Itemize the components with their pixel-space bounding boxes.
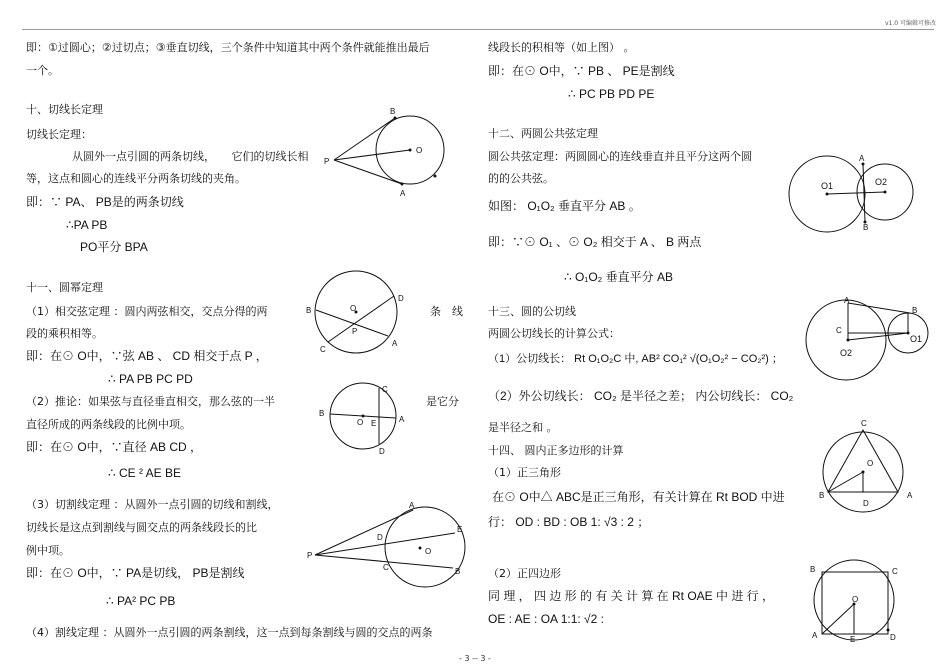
section-title-14: 十四、 圆内正多边形的计算 xyxy=(488,444,624,457)
label-b: B xyxy=(455,567,461,576)
formula: 如图： O₁O₂ 垂直平分 AB 。 xyxy=(488,199,641,213)
label-o: O xyxy=(852,595,859,604)
text-line: 段的乘积相等。 xyxy=(26,327,103,340)
common-tangent-diagram xyxy=(800,295,930,385)
text-line: 切线长是这点到割线与圆交点的两条线段长的比 xyxy=(26,521,257,534)
section-title-13: 十三、圆的公切线 xyxy=(488,305,576,318)
label-o: O xyxy=(425,547,432,556)
formula: 即：在⊙ O中，∵ PA是切线， PB是割线 xyxy=(26,566,245,580)
perpendicular-chord-diagram xyxy=(315,380,415,460)
text-line: 即：①过圆心；②过切点；③垂直切线，三个条件中知道其中两个条件就能推出最后 xyxy=(26,41,430,54)
label-o1: O1 xyxy=(821,181,834,191)
label-e: E xyxy=(850,635,856,644)
label-b: B xyxy=(319,409,325,418)
label-c: C xyxy=(861,419,867,428)
formula: 即：在⊙ O中，∵直径 AB CD ， xyxy=(26,440,203,454)
label-b: B xyxy=(819,491,825,500)
header-rule xyxy=(22,29,934,30)
formula: 同 理 ， 四 边 形 的 有 关 计 算 在 Rt OAE 中 进 行 ， xyxy=(488,589,775,603)
label-d: D xyxy=(890,633,896,642)
label-a: A xyxy=(400,189,406,198)
label-c: C xyxy=(382,385,388,394)
text-line: 是它分 xyxy=(426,395,459,408)
secant-diagram xyxy=(305,500,475,590)
label-o: O xyxy=(867,459,874,468)
formula: 即：在⊙ O中，∵弦 AB 、 CD 相交于点 P ， xyxy=(26,349,268,363)
text-line: （2）正四边形 xyxy=(488,567,561,580)
label-o1: O1 xyxy=(910,334,923,344)
label-d: D xyxy=(379,447,385,456)
intersecting-chords-diagram xyxy=(300,270,420,360)
label-o: O xyxy=(357,418,364,427)
label-p: P xyxy=(307,551,313,560)
text-line: 的的公共弦。 xyxy=(488,172,554,185)
text-line: （1）相交弦定理 ：圆内两弦相交，交点分得的两 xyxy=(26,305,268,318)
label-a: A xyxy=(812,631,818,640)
label-a: A xyxy=(859,154,865,163)
label-c: C xyxy=(892,567,898,576)
formula: 即：在⊙ O中，∵ PB 、 PE是割线 xyxy=(488,64,675,78)
text-line: （3）切割线定理 ：从圆外一点引圆的切线和割线， xyxy=(26,498,279,511)
text-line: 例中项。 xyxy=(26,544,70,557)
section-title-10: 十、切线长定理 xyxy=(26,103,103,116)
label-b: B xyxy=(863,223,869,232)
text-line: 直径所成的两条线段的比例中项。 xyxy=(26,418,191,431)
formula: PO平分 BPA xyxy=(80,240,148,254)
common-chord-diagram xyxy=(785,150,920,240)
label-d: D xyxy=(377,533,383,542)
label-a: A xyxy=(399,415,405,424)
label-b: B xyxy=(912,306,918,315)
formula: ∴ PC PB PD PE xyxy=(568,87,655,101)
label-d: D xyxy=(863,499,869,508)
formula: 行： OD : BD : OB 1: √3 : 2 ； xyxy=(488,515,650,529)
formula: ∴ O₁O₂ 垂直平分 AB xyxy=(564,270,674,284)
text-line: 条 线 xyxy=(430,305,463,318)
formula: （1）公切线长： Rt O₁O₂C 中, AB² CO₁² √(O₁O₂² − CO₂²) ； xyxy=(488,353,783,365)
formula: ∴ PA² PC PB xyxy=(106,594,176,608)
label-b: B xyxy=(306,306,312,315)
section-title-12: 十二、两圆公共弦定理 xyxy=(488,127,598,140)
label-c: C xyxy=(836,326,842,335)
label-e: E xyxy=(371,419,377,428)
text-line: 等，这点和圆心的连线平分两条切线的夹角。 xyxy=(26,172,246,185)
formula: 在⊙ O中△ ABC是正三角形，有关计算在 Rt BOD 中进 xyxy=(492,490,785,504)
section-title-11: 十一、圆幂定理 xyxy=(26,281,103,294)
label-d: D xyxy=(398,294,404,303)
text-line: 线段长的积相等（如上图） 。 xyxy=(488,41,635,54)
formula: ∴PA PB xyxy=(66,218,108,232)
label-p: P xyxy=(352,327,358,336)
formula: 即：∵ PA、 PB是的两条切线 xyxy=(26,195,184,209)
formula: OE : AE : OA 1:1: √2 : xyxy=(488,612,604,626)
label-c: C xyxy=(383,563,389,572)
label-c: C xyxy=(320,345,326,354)
tangent-length-diagram xyxy=(320,100,460,200)
text-line: 圆公共弦定理：两圆圆心的连线垂直并且平分这两个圆 xyxy=(488,150,752,163)
formula: ∴ CE ² AE BE xyxy=(108,466,181,480)
page-number: - 3 -- 3 - xyxy=(459,654,491,663)
page-header: v1.0 可编辑可修改 xyxy=(884,20,936,27)
text-line: （2）推论：如果弦与直径垂直相交，那么弦的一半 xyxy=(26,395,275,408)
formula: ∴ PA PB PC PD xyxy=(108,372,193,386)
formula: （2）外公切线长： CO₂ 是半径之差； 内公切线长： CO₂ xyxy=(488,389,794,403)
label-b: B xyxy=(810,565,816,574)
label-a: A xyxy=(409,501,415,510)
label-a: A xyxy=(392,339,398,348)
label-o2: O2 xyxy=(840,348,853,358)
equilateral-triangle-diagram xyxy=(815,420,915,510)
text-line: 从圆外一点引圆的两条切线， 它们的切线长相 xyxy=(72,150,309,163)
label-a: A xyxy=(907,491,913,500)
text-line: （4）割线定理 ：从圆外一点引圆的两条割线，这一点到每条割线与圆的交点的两条 xyxy=(26,626,433,639)
square-diagram xyxy=(808,560,918,650)
text-line: （1）正三角形 xyxy=(488,466,561,479)
label-a: A xyxy=(844,296,850,305)
formula: 即：∵⊙ O₁ 、⊙ O₂ 相交于 A 、 B 两点 xyxy=(488,235,702,249)
label-o2: O2 xyxy=(875,177,888,187)
label-e: E xyxy=(457,525,463,534)
text-line: 一个。 xyxy=(26,64,59,77)
text-line: 两圆公切线长的计算公式： xyxy=(488,327,620,340)
text-line: 切线长定理： xyxy=(26,128,92,141)
label-o: O xyxy=(350,304,357,313)
label-p: P xyxy=(324,157,330,166)
label-b: B xyxy=(390,107,396,116)
text-line: 是半径之和 。 xyxy=(488,421,558,434)
label-o: O xyxy=(416,146,423,155)
